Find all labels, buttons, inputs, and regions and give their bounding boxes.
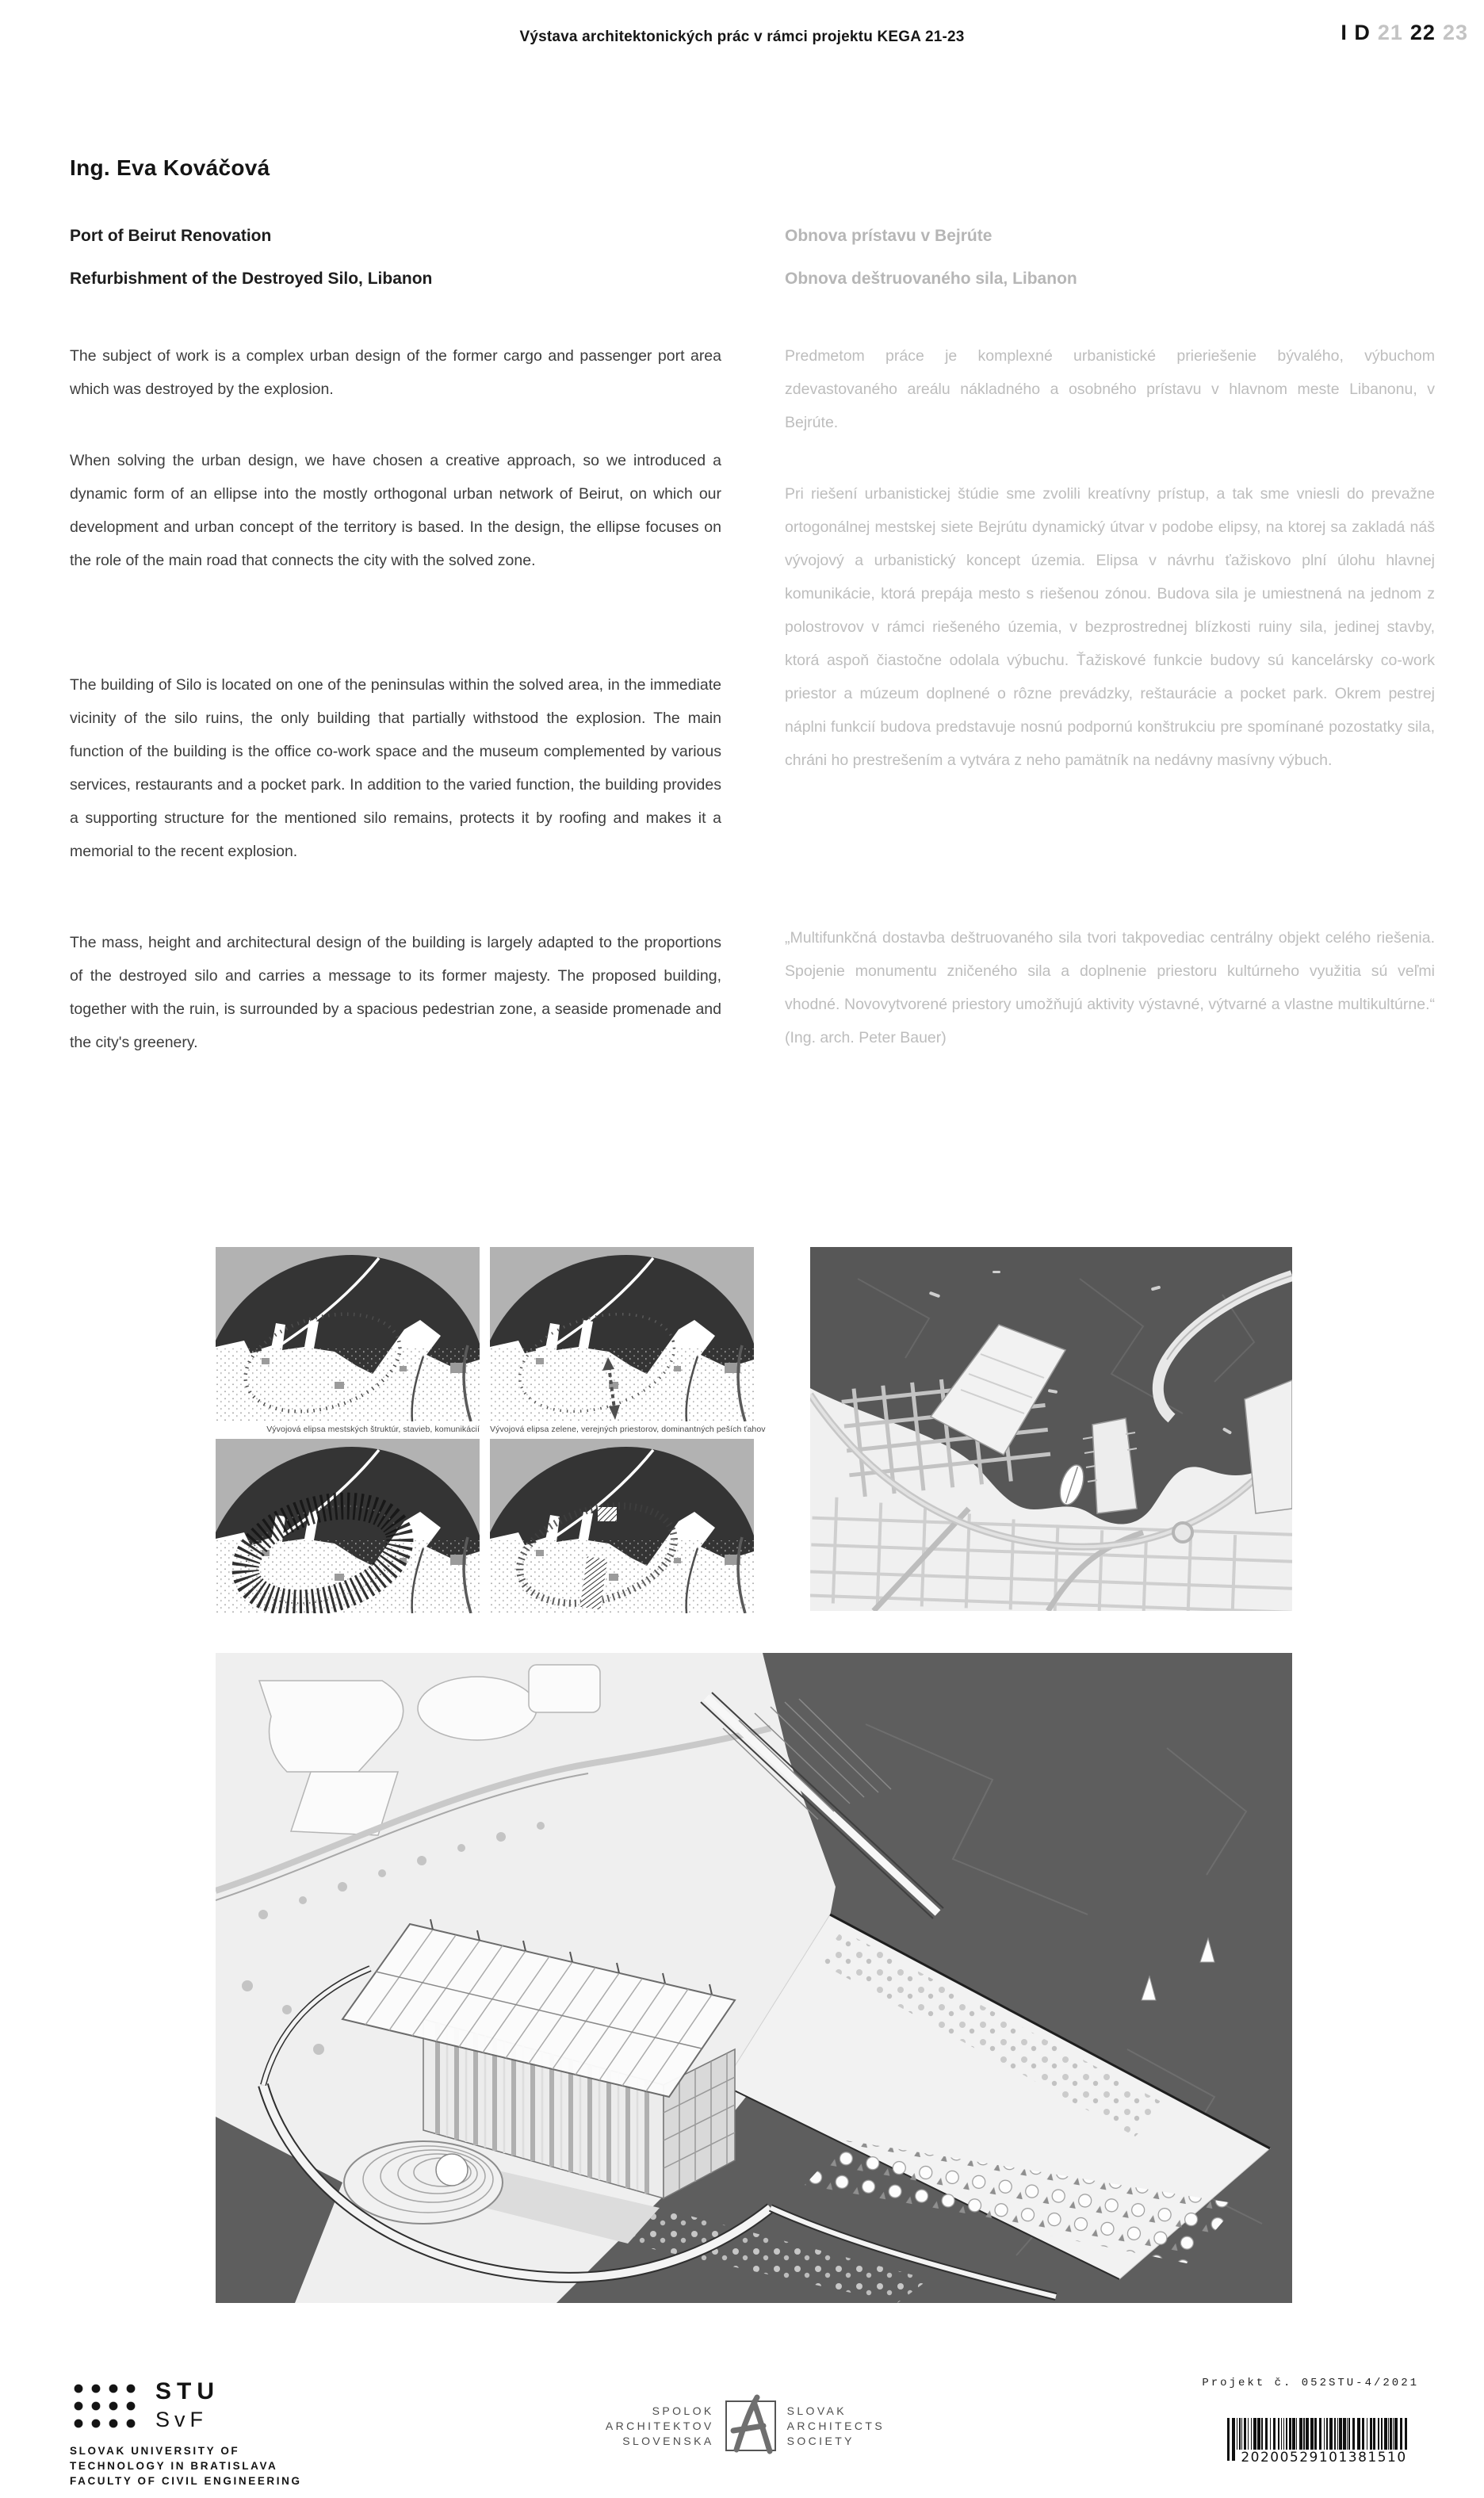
exhibition-title: Výstava architektonických prác v rámci projektu KEGA 21-23 [519,29,965,45]
project-number: Projekt č. 052STU-4/2021 [1202,2377,1419,2389]
stu-line-1: SLOVAK UNIVERSITY OF [70,2445,240,2457]
edition-id-label: I D [1341,21,1371,44]
stu-line-2: TECHNOLOGY IN BRATISLAVA [70,2460,278,2472]
edition-year-next: 23 [1442,21,1468,44]
sas-a-icon [725,2400,776,2451]
sas-logo-block [555,2400,935,2451]
concept-diagram-hatched-band [490,1439,754,1613]
paragraph-en-2: When solving the urban design, we have chosen a creative approach, so we introduced a dynamic form of an ellipse into the mostly orthogonal urban network of Beirut, on which our development and urban concept of the territory is based. In the design, the ellipse focuses on the role of the main road that connects the city with the solved zone. [70,452,721,569]
project-subtitle-en: Refurbishment of the Destroyed Silo, Libanon [70,270,433,288]
stu-logo-block [70,2380,302,2488]
concept-diagram-hatched-ring [216,1439,480,1613]
paragraph-en-4: The mass, height and architectural design of the building is largely adapted to the proportions of the destroyed silo and carries a message to its former majesty. The proposed building, together with the ruin, is surrounded by a spacious pedestrian zone, a seaside promenade and the city's greenery. [70,934,721,1051]
masterplan-map [810,1247,1292,1611]
sas-en-line-3: SOCIETY [786,2434,855,2447]
sas-sk-line-1: SPOLOK [652,2404,714,2417]
paragraph-en-3: The building of Silo is located on one of the peninsulas within the solved area, in the immediate vicinity of the silo ruins, the only building that partially withstood the explosion. The main function of the building is the office co-work space and the museum complemented by various services, restaurants and a pocket park. In addition to the varied function, the building provides a supporting structure for the mentioned silo remains, protects it by roofing and makes it a memorial to the recent explosion. [70,676,721,860]
stu-dots-icon [70,2380,140,2432]
edition-year-current: 22 [1409,21,1436,44]
paragraph-sk-2: Pri riešení urbanistickej štúdie sme zvolili kreatívny prístup, a tak sme vniesli do prevažne ortogonálnej mestskej siete Bejrútu dynamický útvar v podobe elipsy, na ktorej sa zakladá náš vývojový a urbanistický koncept územia. Elipsa v návrhu ťažiskovo plní úlohu hlavnej komunikácie, ktorá prepája mesto s riešenou zónou. Budova sila je umiestnená na jednom z polostrovov v rámci riešeného územia, v bezprostrednej blízkosti ruiny sila, jedinej stavby, ktorá aspoň čiastočne odolala výbuchu. Ťažiskové funkcie budovy sú kancelársky co-work priestor a múzeum doplnené o rôzne prevádzky, reštaurácie a pocket park. Okrem pestrej náplni funkcií budova predstavuje nosnú podpornú konštrukciu pre spomínané pozostatky sila, chráni ho prestrešením a vytvára z neho pamätník na nedávny masívny výbuch. [785,485,1435,769]
concept-diagram-ellipse-greenery [490,1247,754,1421]
concept-diagram-ellipse-structures [216,1247,480,1421]
project-subtitle-sk: Obnova deštruovaného sila, Libanon [785,270,1077,288]
sas-en-line-2: ARCHITECTS [786,2419,885,2432]
edition-id [1333,21,1468,45]
diagram-caption-right: Vývojová elipsa zelene, verejných priestorov, dominantných peších ťahov [490,1425,766,1434]
author-name: Ing. Eva Kováčová [70,155,270,180]
paragraph-sk-quote: „Multifunkčná dostavba deštruovaného sila tvori takpovediac centrálny objekt celého riešenia. Spojenie monumentu zničeného sila a doplnenie priestoru kultúrneho využitia sú veľmi vhodné. Novovytvorené priestory umožňujú aktivity výstavné, výtvarné a vlastne multikultúrne.“ (Ing. arch. Peter Bauer) [785,929,1435,1046]
paragraph-sk-1: Predmetom práce je komplexné urbanistické prieriešenie bývalého, výbuchom zdevastovaného areálu nákladného a osobného prístavu v hlavnom meste Libanonu, v Bejrúte. [785,347,1435,431]
diagram-caption-left: Vývojová elipsa mestských štruktúr, stavieb, komunikácií [266,1425,480,1434]
stu-acronym: STU [155,2378,220,2404]
sas-sk-line-2: ARCHITEKTOV [605,2419,714,2432]
amphitheater [344,2141,503,2224]
project-title-sk: Obnova prístavu v Bejrúte [785,227,993,245]
sas-sk-line-3: SLOVENSKA [622,2434,714,2447]
project-title-en: Port of Beirut Renovation [70,227,272,245]
paragraph-en-1: The subject of work is a complex urban design of the former cargo and passenger port area which was destroyed by the explosion. [70,347,721,398]
sas-en-line-1: SLOVAK [786,2404,847,2417]
barcode-number: 20200529101381510 [1227,2450,1421,2465]
isometric-rendering [216,1653,1292,2303]
stu-line-3: FACULTY OF CIVIL ENGINEERING [70,2475,302,2487]
edition-year-prev: 21 [1377,21,1403,44]
stu-faculty: SvF [155,2408,208,2431]
